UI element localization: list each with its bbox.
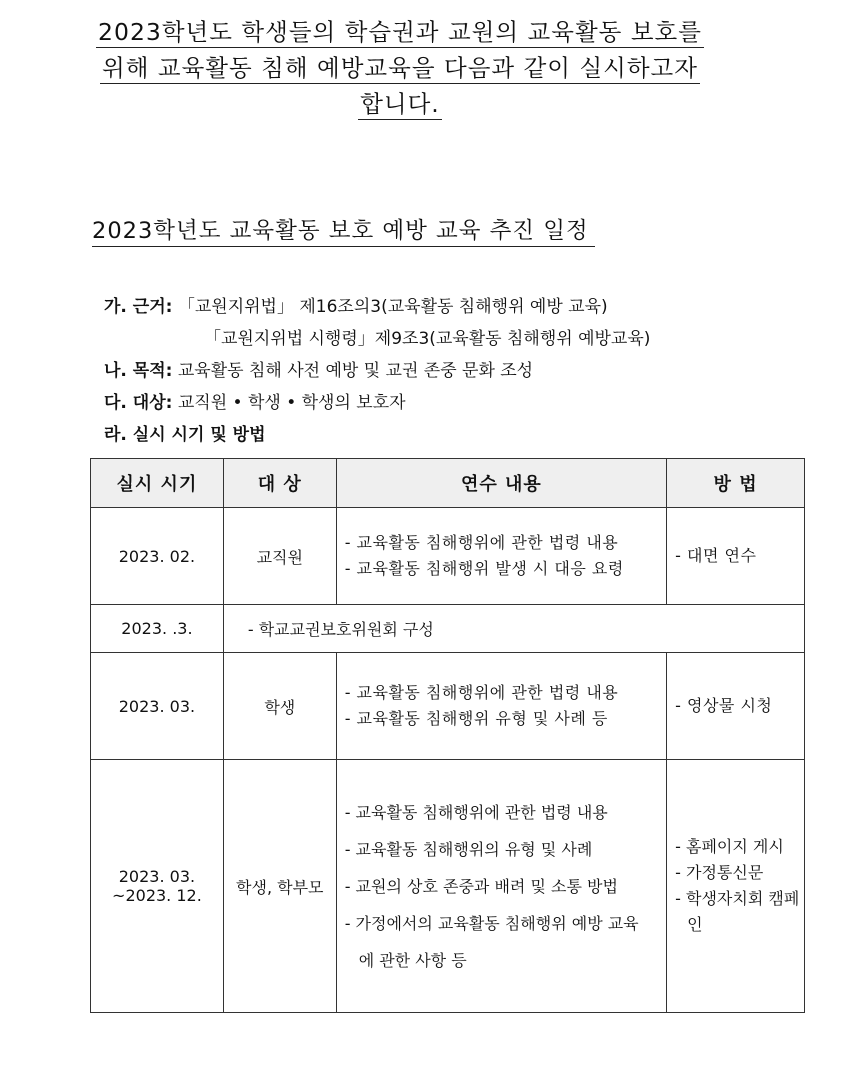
intro-line-2: 위해 교육활동 침해 예방교육을 다음과 같이 실시하고자 — [102, 54, 698, 82]
header-method: 방 법 — [667, 459, 805, 508]
content-item: - 교육활동 침해행위에 관한 법령 내용 — [344, 802, 608, 822]
method-item: - 영상물 시청 — [675, 696, 773, 715]
purpose-label: 나. 목적: — [104, 361, 173, 381]
header-contents: 연수 내용 — [336, 459, 666, 508]
schedule-table — [90, 458, 805, 1013]
content-item: - 교육활동 침해행위 발생 시 대응 요령 — [344, 559, 624, 578]
purpose-text: 교육활동 침해 사전 예방 및 교권 존중 문화 조성 — [177, 361, 534, 381]
schedule-title: 2023학년도 교육활동 보호 예방 교육 추진 일정 — [92, 216, 595, 247]
basis-label: 가. 근거: — [104, 297, 173, 317]
content-item: - 교육활동 침해행위에 관한 법령 내용 — [344, 683, 619, 702]
table-row — [91, 653, 805, 760]
period-end: ~2023. 12. — [112, 886, 202, 905]
cell-target: 학생, 학부모 — [223, 760, 336, 1013]
target-row — [104, 388, 406, 413]
schedule-label-text: 라. 실시 시기 및 방법 — [104, 425, 266, 445]
table-row — [91, 605, 805, 653]
cell-contents — [336, 653, 666, 760]
header-period: 실시 시기 — [91, 459, 224, 508]
cell-target: 교직원 — [223, 508, 336, 605]
content-item: - 교육활동 침해행위에 관한 법령 내용 — [344, 533, 619, 552]
basis-text-2: 「교원지위법 시행령」제9조3(교육활동 침해행위 예방교육) — [204, 329, 651, 349]
basis-text-1: 「교원지위법」 제16조의3(교육활동 침해행위 예방 교육) — [177, 297, 608, 317]
target-text: 교직원 • 학생 • 학생의 보호자 — [177, 393, 406, 413]
table-row — [91, 760, 805, 1013]
cell-target: 학생 — [223, 653, 336, 760]
content-item: - 가정에서의 교육활동 침해행위 예방 교육 — [344, 913, 639, 933]
content-item: - 교육활동 침해행위의 유형 및 사례 — [344, 839, 593, 859]
cell-merged: - 학교교권보호위원회 구성 — [223, 605, 804, 653]
cell-period: 2023. 03. — [91, 653, 224, 760]
cell-contents — [336, 508, 666, 605]
cell-period: 2023. 02. — [91, 508, 224, 605]
intro-paragraph — [0, 14, 800, 122]
cell-method — [667, 653, 805, 760]
schedule-label — [104, 420, 266, 445]
period-start: 2023. 03. — [118, 867, 196, 886]
method-item: - 홈페이지 게시 — [675, 837, 784, 856]
purpose-row — [104, 356, 533, 381]
table-header-row — [91, 459, 805, 508]
basis-row — [104, 292, 608, 317]
cell-contents — [336, 760, 666, 1013]
target-label: 다. 대상: — [104, 393, 173, 413]
table-row — [91, 508, 805, 605]
content-item: - 교원의 상호 존중과 배려 및 소통 방법 — [344, 876, 618, 896]
intro-line-1: 2023학년도 학생들의 학습권과 교원의 교육활동 보호를 — [98, 18, 702, 46]
method-item: - 학생자치회 캠페인 — [675, 889, 800, 934]
method-item: - 가정통신문 — [675, 863, 764, 882]
cell-period: 2023. .3. — [91, 605, 224, 653]
method-item: - 대면 연수 — [675, 546, 757, 565]
intro-line-3: 합니다. — [360, 90, 440, 118]
content-item: 에 관한 사항 등 — [358, 950, 467, 970]
cell-method — [667, 760, 805, 1013]
header-target: 대 상 — [223, 459, 336, 508]
cell-period — [91, 760, 224, 1013]
cell-method — [667, 508, 805, 605]
content-item: - 교육활동 침해행위 유형 및 사례 등 — [344, 709, 608, 728]
